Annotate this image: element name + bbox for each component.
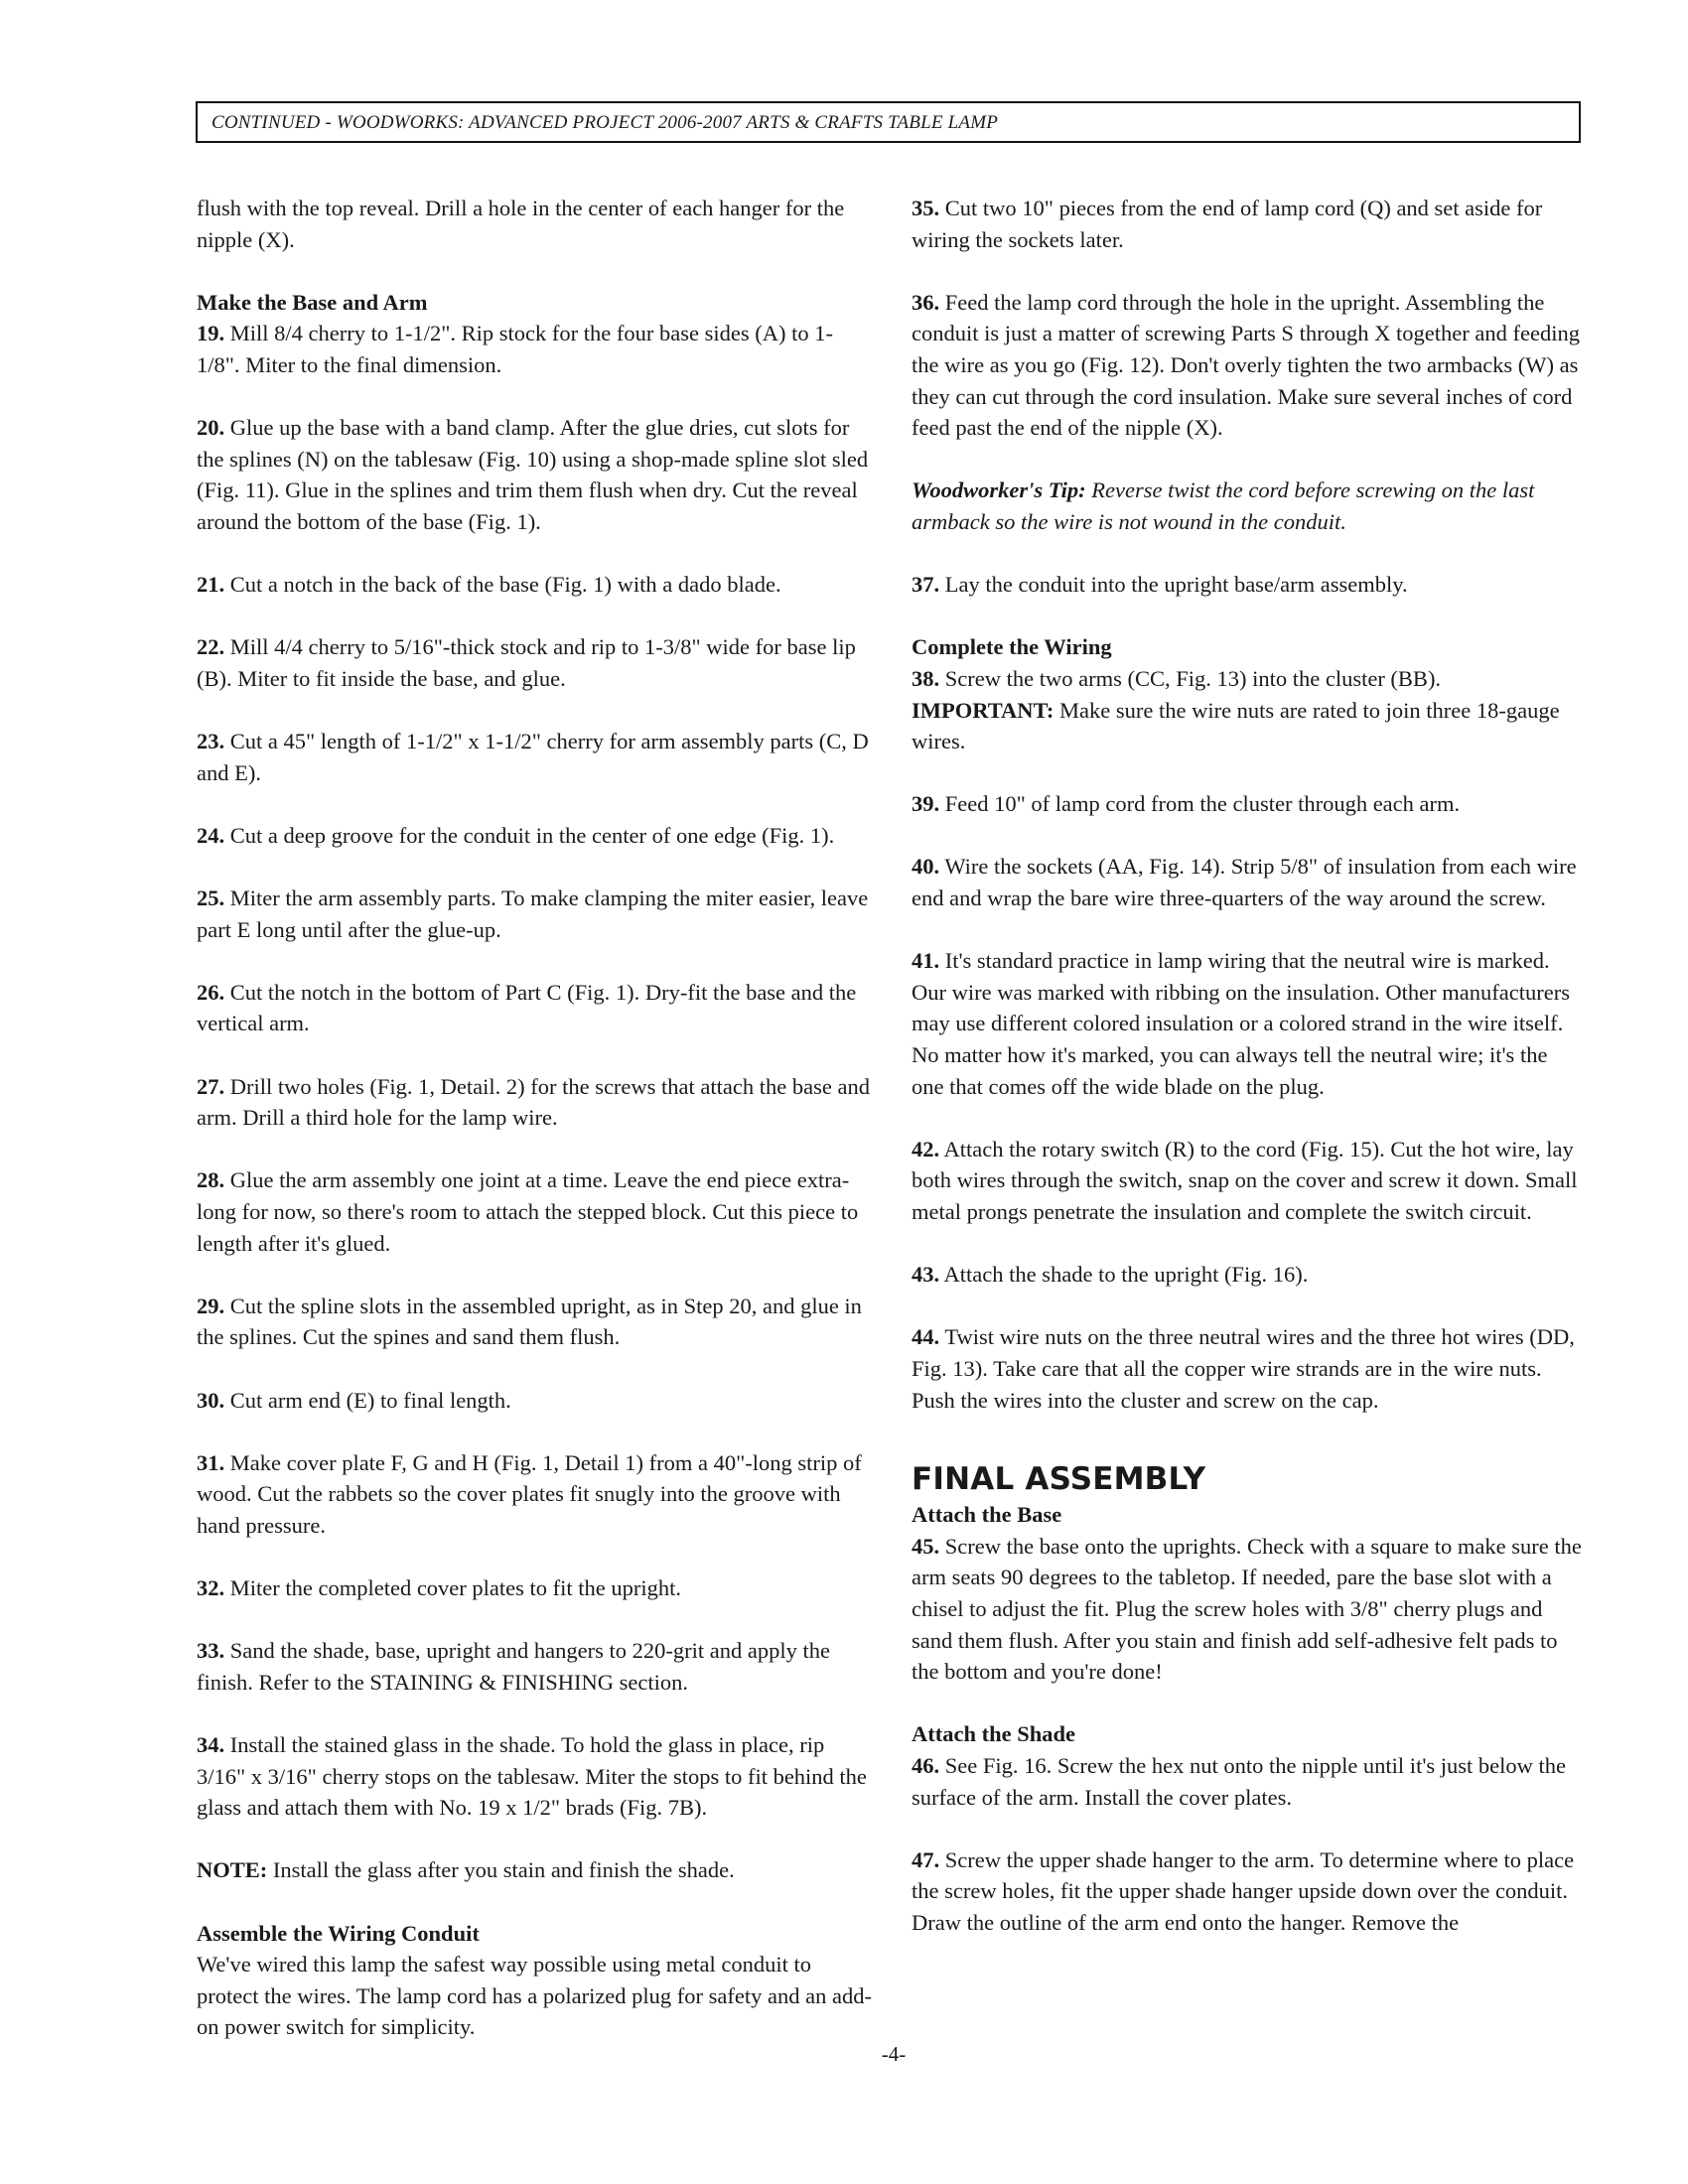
step-31 [197,1447,872,1542]
step-text: Cut a 45" length of 1-1/2" x 1-1/2" cherry for arm assembly parts (C, D and E). [197,729,869,785]
step-text: Attach the rotary switch (R) to the cord (Fig. 15). Cut the hot wire, lay both wires through the switch, snap on the cover and screw it down. Small metal prongs penetrate the insulation and complete the switch circuit. [912,1136,1578,1224]
step-text: It's standard practice in lamp wiring that the neutral wire is marked. Our wire was marked with ribbing on the insulation. Other manufacturers may use different colored insulation or a colored strand in the wire itself. No matter how it's marked, you can always tell the neutral wire; it's the one that comes off the wide blade on the plug. [912,948,1570,1099]
step-number: 24. [197,822,225,848]
step-number: 21. [197,572,225,598]
step-text: Screw the two arms (CC, Fig. 13) into the cluster (BB). [944,665,1442,691]
step-28 [197,1164,872,1259]
step-text: Make cover plate F, G and H (Fig. 1, Detail 1) from a 40"-long strip of wood. Cut the rabbets so the cover plates fit snugly into the groove with hand pressure. [197,1449,862,1538]
step-41 [912,945,1585,1102]
step-text: Sand the shade, base, upright and hangers to 220-grit and apply the finish. Refer to the STAINING & FINISHING section. [197,1638,830,1695]
step-number: 30. [197,1387,225,1413]
step-35 [912,193,1585,255]
step-text: Feed the lamp cord through the hole in the upright. Assembling the conduit is just a matter of screwing Parts S through X together and feeding the wire as you go (Fig. 12). Don't overly tighten the two armbacks (W) as they can cut through the cord insulation. Make sure several inches of cord feed past the end of the nipple (X). [912,289,1580,441]
step-34 [197,1729,872,1824]
step-text: Mill 8/4 cherry to 1-1/2". Rip stock for the four base sides (A) to 1-1/8". Miter to the final dimension. [197,321,833,377]
step-number: 46. [912,1752,940,1778]
step-30 [197,1385,872,1417]
step-number: 43. [912,1262,940,1288]
step-text: Screw the upper shade hanger to the arm. To determine where to place the screw holes, fit the upper shade hanger upside down over the conduit. Draw the outline of the arm end onto the hanger. Remove the [912,1846,1575,1935]
step-text: Cut two 10" pieces from the end of lamp cord (Q) and set aside for wiring the sockets later. [912,196,1543,252]
step-42 [912,1134,1585,1228]
step-number: 32. [197,1575,225,1601]
step-number: 45. [912,1533,940,1559]
heading-make-base-arm: Make the Base and Arm [197,289,428,315]
page-number: -4- [881,2042,907,2066]
wiring-conduit-block [197,1918,872,2043]
step-45-block [912,1499,1585,1688]
step-text: Attach the shade to the upright (Fig. 16). [943,1262,1309,1288]
step-44 [912,1321,1585,1416]
step-text: Feed 10" of lamp cord from the cluster through each arm. [944,791,1461,817]
intro-paragraph: flush with the top reveal. Drill a hole in the center of each hanger for the nipple (X). [197,196,845,252]
note-paragraph [197,1854,872,1886]
step-text: Screw the base onto the uprights. Check with a square to make sure the arm seats 90 degrees to the tabletop. If needed, pare the base slot with a chisel to adjust the fit. Plug the screw holes with 3/8" cherry plugs and sand them flush. After you stain and finish add self-adhesive felt pads to the bottom and you're done! [912,1533,1582,1685]
step-33 [197,1635,872,1698]
section-title-final-assembly: FINAL ASSEMBLY [912,1461,1206,1498]
step-37 [912,569,1585,601]
step-text: Cut a notch in the back of the base (Fig. 1) with a dado blade. [229,572,781,598]
step-39 [912,788,1585,820]
step-25 [197,883,872,945]
step-text: Install the stained glass in the shade. To hold the glass in place, rip 3/16" x 3/16" cherry stops on the tablesaw. Miter the stops to fit behind the glass and attach them with No. 19 x 1/2" brads (Fig. 7B). [197,1732,867,1821]
step-number: 47. [912,1846,940,1872]
step-text: Cut arm end (E) to final length. [229,1387,511,1413]
step-46-block [912,1718,1585,1813]
heading-assemble-wiring-conduit: Assemble the Wiring Conduit [197,1920,480,1946]
step-number: 41. [912,948,940,974]
step-24 [197,820,872,852]
step-text: Cut a deep groove for the conduit in the center of one edge (Fig. 1). [229,822,835,848]
note-label: NOTE: [197,1857,268,1883]
step-number: 20. [197,415,225,441]
step-43 [912,1259,1585,1291]
step-32 [197,1572,872,1604]
step-29 [197,1291,872,1353]
step-number: 33. [197,1638,225,1664]
step-text: Cut the notch in the bottom of Part C (Fig. 1). Dry-fit the base and the vertical arm. [197,979,857,1036]
woodworkers-tip [912,475,1585,537]
wiring-intro-text: We've wired this lamp the safest way possible using metal conduit to protect the wires. The lamp cord has a polarized plug for safety and an add-on power switch for simplicity. [197,1952,872,2040]
step-text: Glue up the base with a band clamp. After the glue dries, cut slots for the splines (N) on the tablesaw (Fig. 10) using a shop-made spline slot sled (Fig. 11). Glue in the splines and trim them flush when dry. Cut the reveal around the bottom of the base (Fig. 1). [197,415,869,534]
step-text: Lay the conduit into the upright base/arm assembly. [944,572,1408,598]
step-38-block [912,631,1585,756]
step-number: 29. [197,1293,225,1318]
running-header [196,101,1581,143]
step-number: 44. [912,1324,940,1350]
step-number: 25. [197,886,225,911]
step-number: 28. [197,1167,225,1193]
step-number: 22. [197,634,225,660]
step-text: Miter the arm assembly parts. To make clamping the miter easier, leave part E long until after the glue-up. [197,886,869,942]
step-number: 23. [197,729,225,754]
step-number: 38. [912,665,940,691]
heading-complete-wiring: Complete the Wiring [912,634,1112,660]
step-text: Miter the completed cover plates to fit the upright. [229,1575,681,1601]
step-text: Glue the arm assembly one joint at a time. Leave the end piece extra-long for now, so there's room to attach the stepped block. Cut this piece to length after it's glued. [197,1167,859,1256]
step-number: 39. [912,791,940,817]
step-text: Mill 4/4 cherry to 5/16"-thick stock and rip to 1-3/8" wide for base lip (B). Miter to fit inside the base, and glue. [197,634,856,691]
step-26 [197,977,872,1039]
tip-text: Reverse twist the cord before screwing on the last armback so the wire is not wound in the conduit. [912,478,1535,534]
step-number: 35. [912,196,940,220]
step-23 [197,726,872,788]
step-text: Drill two holes (Fig. 1, Detail. 2) for the screws that attach the base and arm. Drill a third hole for the lamp wire. [197,1073,870,1131]
step-text: Cut the spline slots in the assembled upright, as in Step 20, and glue in the splines. Cut the spines and sand them flush. [197,1293,862,1350]
step-number: 26. [197,979,225,1005]
step-21 [197,569,872,601]
right-column [912,193,1585,1970]
step-number: 42. [912,1136,940,1161]
step-number: 34. [197,1732,225,1758]
step-number: 40. [912,854,940,880]
step-20 [197,412,872,537]
step-number: 36. [912,289,940,315]
left-column [197,193,872,2075]
step-number: 19. [197,321,225,346]
step-36 [912,287,1585,444]
step-22 [197,631,872,694]
tip-label: Woodworker's Tip: [912,478,1086,503]
step-text: Twist wire nuts on the three neutral wires and the three hot wires (DD, Fig. 13). Take care that all the copper wire strands are in the wire nuts. Push the wires into the cluster and screw on the cap. [912,1324,1575,1413]
step-27 [197,1071,872,1134]
step-text: See Fig. 16. Screw the hex nut onto the nipple until it's just below the surface of the arm. Install the cover plates. [912,1752,1566,1810]
heading-attach-base: Attach the Base [912,1502,1062,1528]
important-label: IMPORTANT: [912,697,1055,723]
step-19-block [197,287,872,381]
step-40 [912,851,1585,913]
step-number: 31. [197,1449,225,1475]
heading-attach-shade: Attach the Shade [912,1721,1076,1747]
step-text: Wire the sockets (AA, Fig. 14). Strip 5/8" of insulation from each wire end and wrap the bare wire three-quarters of the way around the screw. [912,854,1577,911]
note-text: Install the glass after you stain and finish the shade. [272,1857,735,1883]
step-number: 37. [912,572,940,598]
header-title: CONTINUED - WOODWORKS: ADVANCED PROJECT 2006-2007 ARTS & CRAFTS TABLE LAMP [211,112,999,133]
important-text: Make sure the wire nuts are rated to join three 18-gauge wires. [912,697,1560,754]
step-number: 27. [197,1073,225,1099]
step-47 [912,1844,1585,1939]
